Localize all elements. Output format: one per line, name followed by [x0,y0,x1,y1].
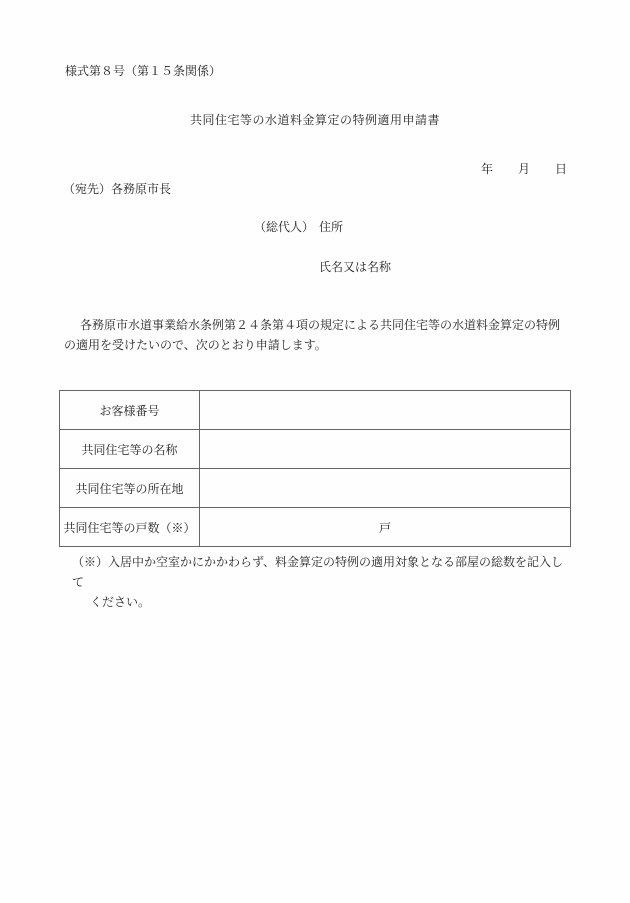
body-line-1: 各務原市水道事業給水条例第２４条第４項の規定による共同住宅等の水道料金算定の特例 [80,318,561,332]
customer-number-field[interactable] [200,391,571,430]
document-title: 共同住宅等の水道料金算定の特例適用申請書 [189,113,440,127]
body-text [64,315,574,355]
table-row [60,391,571,430]
table-row [60,508,571,547]
addressee: （宛先）各務原市長 [63,182,172,196]
building-name-field[interactable] [200,430,571,469]
name-label: 氏名又は名称 [319,260,392,274]
unit-count-field[interactable]: 戸 [200,508,571,547]
representative-label: （総代人） [254,220,315,234]
address-label: 住所 [319,220,344,234]
unit-count-label: 共同住宅等の戸数（※） [60,508,200,547]
year-label: 年 [481,162,494,176]
month-label: 月 [518,162,531,176]
customer-number-label: お客様番号 [60,391,200,430]
form-number: 様式第８号（第１５条関係） [65,64,222,78]
building-name-label: 共同住宅等の名称 [60,430,200,469]
day-label: 日 [555,162,568,176]
footnote [72,552,572,612]
table-row [60,430,571,469]
building-location-field[interactable] [200,469,571,508]
footnote-line-2: ください。 [90,595,151,609]
table-row [60,469,571,508]
building-location-label: 共同住宅等の所在地 [60,469,200,508]
footnote-line-1: （※）入居中か空室かにかかわらず、料金算定の特例の適用対象となる部屋の総数を記入して [72,555,564,589]
application-table [59,390,571,547]
body-line-2: の適用を受けたいので、次のとおり申請します。 [64,338,327,352]
